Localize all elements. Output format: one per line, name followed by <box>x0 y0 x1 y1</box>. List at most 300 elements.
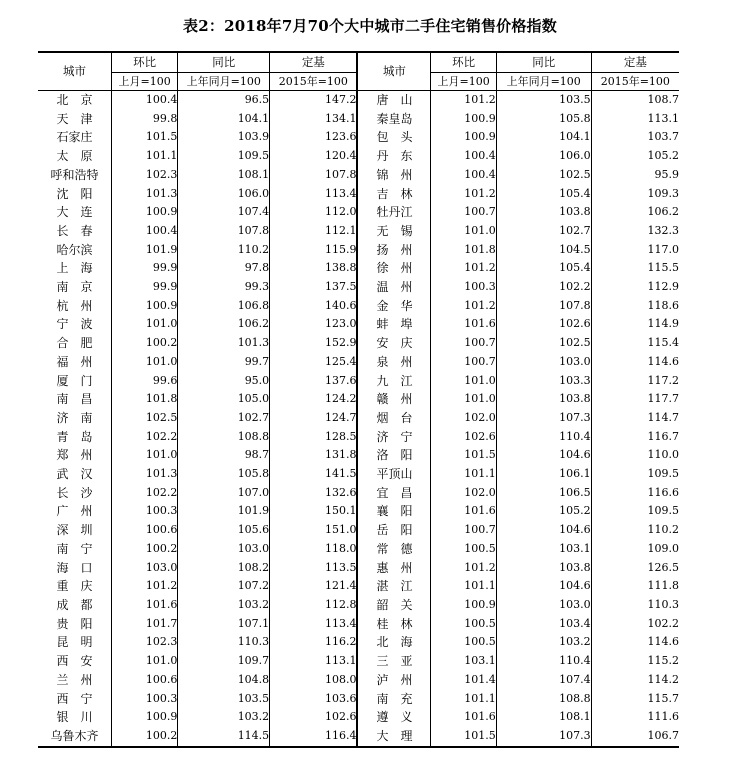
right-yoy-value-cell: 102.5 <box>496 166 591 185</box>
left-yoy-value-cell: 108.8 <box>178 428 270 447</box>
left-yoy-value-cell: 110.3 <box>178 633 270 652</box>
right-city-name-cell: 北 海 <box>357 633 430 652</box>
right-city-name-cell: 遵 义 <box>357 708 430 727</box>
left-base-value-cell: 123.0 <box>270 315 358 334</box>
left-mom-value-cell: 99.9 <box>111 278 177 297</box>
left-mom-value-cell: 99.9 <box>111 259 177 278</box>
left-base-value-cell: 123.6 <box>270 128 358 147</box>
table-row <box>38 147 679 166</box>
left-yoy-value-cell: 105.6 <box>178 521 270 540</box>
right-mom-value-cell: 101.2 <box>431 259 496 278</box>
left-yoy-value-cell: 108.2 <box>178 559 270 578</box>
right-yoy-value-cell: 108.1 <box>496 708 591 727</box>
right-mom-value-cell: 100.9 <box>431 128 496 147</box>
table-row <box>38 540 679 559</box>
left-mom-value-cell: 102.5 <box>111 409 177 428</box>
left-base-value-cell: 116.2 <box>270 633 358 652</box>
right-yoy-value-cell: 102.2 <box>496 278 591 297</box>
right-city-name-cell: 无 锡 <box>357 222 430 241</box>
left-yoy-subheader: 上年同月=100 <box>178 73 270 91</box>
left-mom-value-cell: 101.2 <box>111 577 177 596</box>
right-city-name-cell: 三 亚 <box>357 652 430 671</box>
right-base-value-cell: 115.4 <box>591 334 679 353</box>
right-yoy-value-cell: 103.8 <box>496 390 591 409</box>
right-yoy-value-cell: 107.3 <box>496 409 591 428</box>
table-row <box>38 185 679 204</box>
table-row <box>38 559 679 578</box>
left-mom-value-cell: 100.2 <box>111 727 177 747</box>
right-city-name-cell: 常 德 <box>357 540 430 559</box>
right-base-value-cell: 95.9 <box>591 166 679 185</box>
left-city-name-cell: 深 圳 <box>56 523 93 538</box>
left-base-value-cell: 147.2 <box>270 91 358 110</box>
right-base-value-cell: 109.3 <box>591 185 679 204</box>
left-mom-value-cell: 101.8 <box>111 390 177 409</box>
right-city-name-cell: 锦 州 <box>357 166 430 185</box>
right-mom-value-cell: 100.5 <box>431 633 496 652</box>
left-mom-value-cell: 101.0 <box>111 652 177 671</box>
table-row <box>38 465 679 484</box>
left-city-name-cell: 合 肥 <box>56 336 93 351</box>
left-yoy-value-cell: 104.8 <box>178 671 270 690</box>
right-city-name-cell: 岳 阳 <box>357 521 430 540</box>
right-base-value-cell: 114.9 <box>591 315 679 334</box>
left-mom-value-cell: 100.6 <box>111 521 177 540</box>
left-city-name-cell: 西 安 <box>56 654 93 669</box>
right-city-name-cell: 安 庆 <box>357 334 430 353</box>
table-row <box>38 278 679 297</box>
right-mom-value-cell: 102.6 <box>431 428 496 447</box>
table-row <box>38 203 679 222</box>
right-yoy-value-cell: 102.6 <box>496 315 591 334</box>
right-city-name-cell: 包 头 <box>357 128 430 147</box>
right-yoy-value-cell: 108.8 <box>496 690 591 709</box>
left-yoy-value-cell: 96.5 <box>178 91 270 110</box>
left-base-value-cell: 107.8 <box>270 166 358 185</box>
table-row <box>38 334 679 353</box>
left-base-value-cell: 152.9 <box>270 334 358 353</box>
left-city-name-cell: 贵 阳 <box>56 616 93 631</box>
right-yoy-value-cell: 106.0 <box>496 147 591 166</box>
left-city-name-cell: 天 津 <box>56 111 93 126</box>
right-city-name-cell: 韶 关 <box>357 596 430 615</box>
right-base-value-cell: 114.7 <box>591 409 679 428</box>
right-city-name-cell: 丹 东 <box>357 147 430 166</box>
left-base-value-cell: 141.5 <box>270 465 358 484</box>
left-yoy-value-cell: 107.1 <box>178 615 270 634</box>
right-base-value-cell: 115.2 <box>591 652 679 671</box>
right-yoy-value-cell: 103.4 <box>496 615 591 634</box>
right-base-value-cell: 114.2 <box>591 671 679 690</box>
left-yoy-value-cell: 109.7 <box>178 652 270 671</box>
left-base-value-cell: 137.6 <box>270 372 358 391</box>
right-base-value-cell: 102.2 <box>591 615 679 634</box>
right-yoy-value-cell: 105.4 <box>496 185 591 204</box>
left-mom-value-cell: 101.5 <box>111 128 177 147</box>
left-mom-value-cell: 101.7 <box>111 615 177 634</box>
right-base-value-cell: 113.1 <box>591 110 679 129</box>
left-mom-value-cell: 101.0 <box>111 353 177 372</box>
right-city-name-cell: 南 充 <box>357 690 430 709</box>
left-city-name-cell: 宁 波 <box>56 317 93 332</box>
left-base-header: 定基 <box>270 52 358 73</box>
table-row <box>38 315 679 334</box>
right-city-name-cell: 襄 阳 <box>357 502 430 521</box>
right-mom-value-cell: 101.2 <box>431 559 496 578</box>
right-base-value-cell: 118.6 <box>591 297 679 316</box>
left-mom-value-cell: 102.2 <box>111 428 177 447</box>
left-base-value-cell: 137.5 <box>270 278 358 297</box>
left-base-value-cell: 113.5 <box>270 559 358 578</box>
right-city-name-cell: 洛 阳 <box>357 446 430 465</box>
left-mom-value-cell: 100.3 <box>111 502 177 521</box>
right-mom-value-cell: 102.0 <box>431 484 496 503</box>
table-row <box>38 690 679 709</box>
right-yoy-value-cell: 105.8 <box>496 110 591 129</box>
right-base-value-cell: 115.7 <box>591 690 679 709</box>
right-city-header: 城市 <box>357 52 430 91</box>
left-base-value-cell: 131.8 <box>270 446 358 465</box>
left-city-name-cell: 海 口 <box>56 560 93 575</box>
left-city-name-cell: 大 连 <box>56 205 93 220</box>
left-yoy-value-cell: 104.1 <box>178 110 270 129</box>
left-yoy-value-cell: 106.8 <box>178 297 270 316</box>
right-base-value-cell: 110.3 <box>591 596 679 615</box>
left-yoy-value-cell: 107.2 <box>178 577 270 596</box>
right-yoy-value-cell: 107.4 <box>496 671 591 690</box>
right-mom-value-cell: 101.6 <box>431 708 496 727</box>
left-base-value-cell: 140.6 <box>270 297 358 316</box>
left-mom-value-cell: 101.9 <box>111 241 177 260</box>
right-yoy-header: 同比 <box>496 52 591 73</box>
table-row <box>38 484 679 503</box>
right-base-value-cell: 111.8 <box>591 577 679 596</box>
table-row <box>38 652 679 671</box>
left-base-value-cell: 113.1 <box>270 652 358 671</box>
left-yoy-value-cell: 105.0 <box>178 390 270 409</box>
right-yoy-value-cell: 104.6 <box>496 521 591 540</box>
right-yoy-value-cell: 104.6 <box>496 446 591 465</box>
left-yoy-value-cell: 102.7 <box>178 409 270 428</box>
left-city-name-cell: 青 岛 <box>56 429 93 444</box>
table-row <box>38 521 679 540</box>
right-mom-value-cell: 101.5 <box>431 446 496 465</box>
left-yoy-value-cell: 98.7 <box>178 446 270 465</box>
left-yoy-value-cell: 101.9 <box>178 502 270 521</box>
left-base-value-cell: 120.4 <box>270 147 358 166</box>
table-row <box>38 428 679 447</box>
table-row <box>38 577 679 596</box>
right-city-name-cell: 平顶山 <box>357 465 430 484</box>
left-city-name-cell: 武 汉 <box>56 467 93 482</box>
right-city-name-cell: 秦皇岛 <box>357 110 430 129</box>
left-city-name-cell: 呼和浩特 <box>50 167 99 182</box>
right-city-name-cell: 吉 林 <box>357 185 430 204</box>
left-city-name-cell: 石家庄 <box>56 130 93 145</box>
left-city-name-cell: 兰 州 <box>56 672 93 687</box>
left-yoy-header: 同比 <box>178 52 270 73</box>
right-base-value-cell: 117.2 <box>591 372 679 391</box>
left-yoy-value-cell: 108.1 <box>178 166 270 185</box>
right-yoy-value-cell: 103.1 <box>496 540 591 559</box>
left-yoy-value-cell: 107.8 <box>178 222 270 241</box>
right-mom-value-cell: 101.1 <box>431 465 496 484</box>
right-yoy-value-cell: 107.8 <box>496 297 591 316</box>
left-city-name-cell: 沈 阳 <box>56 186 93 201</box>
right-base-value-cell: 115.5 <box>591 259 679 278</box>
left-yoy-value-cell: 101.3 <box>178 334 270 353</box>
left-mom-value-cell: 100.3 <box>111 690 177 709</box>
right-mom-value-cell: 100.7 <box>431 353 496 372</box>
right-city-name-cell: 九 江 <box>357 372 430 391</box>
left-yoy-value-cell: 103.2 <box>178 596 270 615</box>
left-base-value-cell: 113.4 <box>270 615 358 634</box>
right-mom-value-cell: 100.9 <box>431 110 496 129</box>
right-base-value-cell: 109.0 <box>591 540 679 559</box>
left-mom-value-cell: 101.0 <box>111 315 177 334</box>
left-mom-value-cell: 103.0 <box>111 559 177 578</box>
left-base-value-cell: 134.1 <box>270 110 358 129</box>
left-city-name-cell: 南 宁 <box>56 541 93 556</box>
price-index-table <box>38 51 679 748</box>
right-yoy-value-cell: 103.3 <box>496 372 591 391</box>
left-yoy-value-cell: 99.7 <box>178 353 270 372</box>
right-mom-value-cell: 100.3 <box>431 278 496 297</box>
left-yoy-value-cell: 103.0 <box>178 540 270 559</box>
left-mom-value-cell: 100.9 <box>111 297 177 316</box>
left-mom-value-cell: 100.9 <box>111 203 177 222</box>
left-mom-value-cell: 100.6 <box>111 671 177 690</box>
left-yoy-value-cell: 106.0 <box>178 185 270 204</box>
right-base-value-cell: 132.3 <box>591 222 679 241</box>
right-yoy-value-cell: 106.1 <box>496 465 591 484</box>
right-mom-value-cell: 100.7 <box>431 203 496 222</box>
right-city-name-cell: 蚌 埠 <box>357 315 430 334</box>
right-yoy-value-cell: 104.5 <box>496 241 591 260</box>
left-base-value-cell: 124.7 <box>270 409 358 428</box>
right-base-value-cell: 114.6 <box>591 633 679 652</box>
right-mom-value-cell: 100.7 <box>431 521 496 540</box>
right-city-name-cell: 烟 台 <box>357 409 430 428</box>
table-row <box>38 708 679 727</box>
table-row <box>38 409 679 428</box>
right-city-name-cell: 赣 州 <box>357 390 430 409</box>
left-city-name-cell: 太 原 <box>56 149 93 164</box>
left-base-value-cell: 132.6 <box>270 484 358 503</box>
right-base-value-cell: 116.6 <box>591 484 679 503</box>
table-row <box>38 390 679 409</box>
left-base-value-cell: 150.1 <box>270 502 358 521</box>
left-base-value-cell: 124.2 <box>270 390 358 409</box>
left-yoy-value-cell: 95.0 <box>178 372 270 391</box>
right-city-name-cell: 扬 州 <box>357 241 430 260</box>
left-city-name-cell: 西 宁 <box>56 691 93 706</box>
right-base-value-cell: 111.6 <box>591 708 679 727</box>
left-city-name-cell: 重 庆 <box>56 579 93 594</box>
right-yoy-value-cell: 105.4 <box>496 259 591 278</box>
table-row <box>38 446 679 465</box>
right-base-value-cell: 110.0 <box>591 446 679 465</box>
left-mom-value-cell: 102.2 <box>111 484 177 503</box>
right-yoy-value-cell: 107.3 <box>496 727 591 747</box>
left-city-name-cell: 成 都 <box>56 597 93 612</box>
left-mom-value-cell: 101.3 <box>111 185 177 204</box>
left-city-name-cell: 郑 州 <box>56 448 93 463</box>
left-mom-value-cell: 100.4 <box>111 91 177 110</box>
right-mom-header: 环比 <box>431 52 496 73</box>
right-mom-value-cell: 101.2 <box>431 91 496 110</box>
right-city-name-cell: 徐 州 <box>357 259 430 278</box>
left-mom-value-cell: 102.3 <box>111 166 177 185</box>
table-row <box>38 166 679 185</box>
right-base-value-cell: 117.0 <box>591 241 679 260</box>
left-mom-value-cell: 101.0 <box>111 446 177 465</box>
table-body <box>38 91 679 747</box>
table-row <box>38 727 679 747</box>
left-city-name-cell: 北 京 <box>56 93 93 107</box>
table-row <box>38 502 679 521</box>
right-base-header: 定基 <box>591 52 679 73</box>
right-city-name-cell: 泸 州 <box>357 671 430 690</box>
left-base-value-cell: 102.6 <box>270 708 358 727</box>
right-mom-value-cell: 102.0 <box>431 409 496 428</box>
left-mom-value-cell: 100.2 <box>111 540 177 559</box>
table-row <box>38 241 679 260</box>
table-row <box>38 633 679 652</box>
left-mom-subheader: 上月=100 <box>111 73 177 91</box>
table-row <box>38 596 679 615</box>
right-city-name-cell: 湛 江 <box>357 577 430 596</box>
left-base-value-cell: 103.6 <box>270 690 358 709</box>
left-base-value-cell: 125.4 <box>270 353 358 372</box>
left-city-name-cell: 上 海 <box>56 261 93 276</box>
right-base-value-cell: 103.7 <box>591 128 679 147</box>
left-base-value-cell: 118.0 <box>270 540 358 559</box>
table-title: 表2：2018年7月70个大中城市二手住宅销售价格指数 <box>183 17 557 35</box>
right-base-value-cell: 112.9 <box>591 278 679 297</box>
right-yoy-value-cell: 102.5 <box>496 334 591 353</box>
table-row <box>38 671 679 690</box>
right-base-value-cell: 106.7 <box>591 727 679 747</box>
left-base-value-cell: 116.4 <box>270 727 358 747</box>
right-yoy-value-cell: 110.4 <box>496 428 591 447</box>
left-city-name-cell: 银 川 <box>56 710 93 725</box>
left-base-value-cell: 128.5 <box>270 428 358 447</box>
left-base-subheader: 2015年=100 <box>270 73 358 91</box>
left-city-name-cell: 济 南 <box>56 410 93 425</box>
left-city-name-cell: 福 州 <box>56 354 93 369</box>
right-base-value-cell: 110.2 <box>591 521 679 540</box>
table-row <box>38 110 679 129</box>
left-mom-value-cell: 102.3 <box>111 633 177 652</box>
right-mom-value-cell: 101.8 <box>431 241 496 260</box>
right-city-name-cell: 惠 州 <box>357 559 430 578</box>
right-mom-value-cell: 101.4 <box>431 671 496 690</box>
left-mom-value-cell: 100.4 <box>111 222 177 241</box>
right-yoy-value-cell: 105.2 <box>496 502 591 521</box>
left-mom-value-cell: 101.6 <box>111 596 177 615</box>
table-row <box>38 222 679 241</box>
table-row <box>38 91 679 110</box>
table-row <box>38 259 679 278</box>
right-yoy-value-cell: 103.0 <box>496 596 591 615</box>
left-yoy-value-cell: 103.9 <box>178 128 270 147</box>
right-yoy-value-cell: 102.7 <box>496 222 591 241</box>
left-city-name-cell: 南 京 <box>56 280 93 295</box>
right-base-value-cell: 126.5 <box>591 559 679 578</box>
left-mom-value-cell: 99.8 <box>111 110 177 129</box>
right-city-name-cell: 牡丹江 <box>357 203 430 222</box>
right-mom-value-cell: 100.7 <box>431 334 496 353</box>
right-base-value-cell: 114.6 <box>591 353 679 372</box>
left-base-value-cell: 112.8 <box>270 596 358 615</box>
right-yoy-value-cell: 103.8 <box>496 559 591 578</box>
right-mom-value-cell: 101.5 <box>431 727 496 747</box>
left-city-name-cell: 乌鲁木齐 <box>38 727 111 747</box>
left-yoy-value-cell: 105.8 <box>178 465 270 484</box>
left-city-name-cell: 昆 明 <box>56 635 93 650</box>
right-base-value-cell: 116.7 <box>591 428 679 447</box>
left-mom-value-cell: 101.1 <box>111 147 177 166</box>
right-mom-value-cell: 100.5 <box>431 615 496 634</box>
right-city-name-cell: 泉 州 <box>357 353 430 372</box>
right-city-name-cell: 济 宁 <box>357 428 430 447</box>
left-yoy-value-cell: 103.5 <box>178 690 270 709</box>
left-yoy-value-cell: 107.4 <box>178 203 270 222</box>
left-base-value-cell: 113.4 <box>270 185 358 204</box>
right-mom-value-cell: 101.6 <box>431 315 496 334</box>
left-base-value-cell: 112.1 <box>270 222 358 241</box>
right-mom-value-cell: 101.1 <box>431 690 496 709</box>
left-city-name-cell: 哈尔滨 <box>56 242 93 257</box>
left-yoy-value-cell: 109.5 <box>178 147 270 166</box>
right-mom-value-cell: 101.0 <box>431 372 496 391</box>
right-base-value-cell: 109.5 <box>591 465 679 484</box>
right-mom-value-cell: 101.2 <box>431 185 496 204</box>
right-mom-value-cell: 101.0 <box>431 222 496 241</box>
table-row <box>38 353 679 372</box>
right-yoy-value-cell: 103.2 <box>496 633 591 652</box>
right-yoy-value-cell: 103.5 <box>496 91 591 110</box>
right-mom-subheader: 上月=100 <box>431 73 496 91</box>
right-city-name-cell: 温 州 <box>357 278 430 297</box>
right-yoy-value-cell: 104.6 <box>496 577 591 596</box>
left-base-value-cell: 138.8 <box>270 259 358 278</box>
left-base-value-cell: 108.0 <box>270 671 358 690</box>
right-mom-value-cell: 100.4 <box>431 166 496 185</box>
left-yoy-value-cell: 110.2 <box>178 241 270 260</box>
left-yoy-value-cell: 114.5 <box>178 727 270 747</box>
left-mom-header: 环比 <box>111 52 177 73</box>
left-city-name-cell: 杭 州 <box>56 298 93 313</box>
left-city-name-cell: 长 沙 <box>56 485 93 500</box>
left-yoy-value-cell: 97.8 <box>178 259 270 278</box>
left-yoy-value-cell: 107.0 <box>178 484 270 503</box>
left-base-value-cell: 115.9 <box>270 241 358 260</box>
right-city-name-cell: 金 华 <box>357 297 430 316</box>
right-mom-value-cell: 101.1 <box>431 577 496 596</box>
right-base-subheader: 2015年=100 <box>591 73 679 91</box>
right-city-name-cell: 大 理 <box>357 727 430 747</box>
left-mom-value-cell: 99.6 <box>111 372 177 391</box>
left-city-name-cell: 广 州 <box>56 504 93 519</box>
right-city-name-cell: 桂 林 <box>357 615 430 634</box>
table-row <box>38 372 679 391</box>
right-base-value-cell: 109.5 <box>591 502 679 521</box>
left-mom-value-cell: 100.2 <box>111 334 177 353</box>
right-mom-value-cell: 103.1 <box>431 652 496 671</box>
left-mom-value-cell: 101.3 <box>111 465 177 484</box>
